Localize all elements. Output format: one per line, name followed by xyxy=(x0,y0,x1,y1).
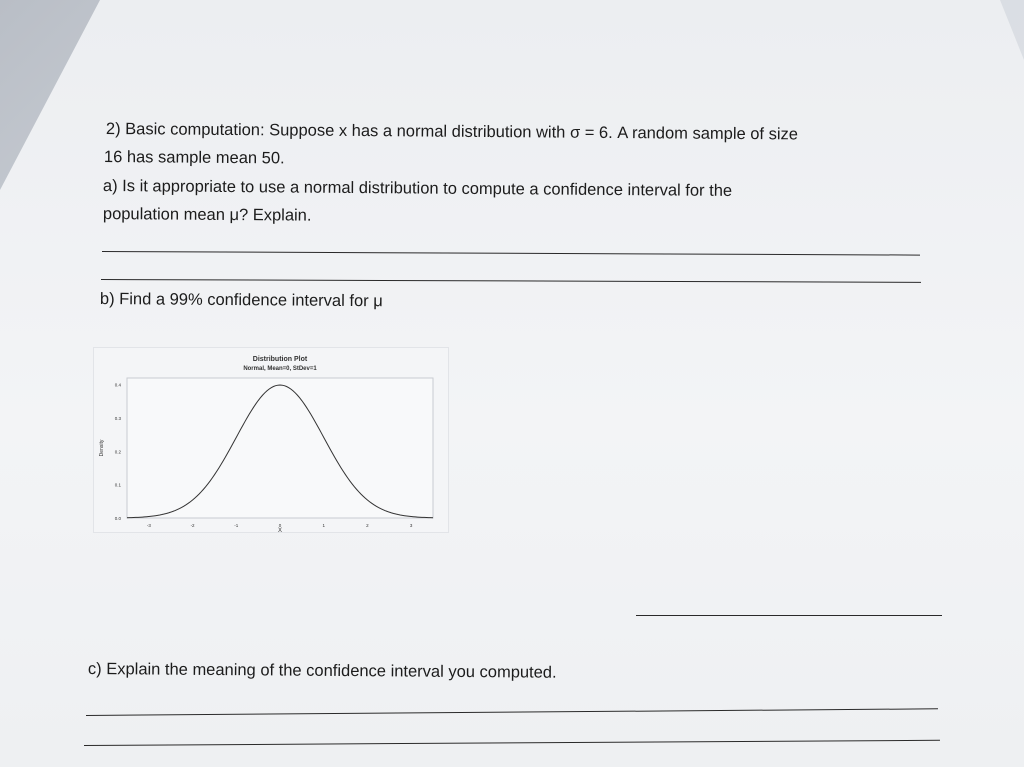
y-tick-label: 0.2 xyxy=(114,449,121,455)
part-a-line-1: a) Is it appropriate to use a normal distribution to compute a confidence interval for the xyxy=(102,177,733,200)
x-tick-label: 2 xyxy=(366,523,369,528)
question-intro-line-1: 2) Basic computation: Suppose x has a normal distribution with σ = 6. A random sample of size xyxy=(105,120,799,144)
question-intro-line-2: 16 has sample mean 50. xyxy=(103,148,285,168)
x-tick-label: 0 xyxy=(278,523,282,528)
plot-subtitle: Normal, Mean=0, StDev=1 xyxy=(243,366,317,372)
part-b-prompt: b) Find a 99% confidence interval for μ xyxy=(99,290,383,311)
answer-line-b[interactable] xyxy=(636,615,942,616)
plot-title: Distribution Plot xyxy=(252,356,308,363)
distribution-plot xyxy=(93,347,449,533)
x-tick-label: 1 xyxy=(322,523,325,528)
y-tick-label: 0.0 xyxy=(114,516,121,521)
x-tick-label: 3 xyxy=(409,523,413,528)
x-tick-group xyxy=(147,523,413,528)
x-axis-label: X xyxy=(277,528,283,532)
plot-area xyxy=(127,378,433,518)
y-axis-label: Density xyxy=(99,439,105,457)
y-tick-label: 0.3 xyxy=(114,416,121,421)
part-c-prompt: c) Explain the meaning of the confidence interval you computed. xyxy=(87,660,557,682)
y-tick-label: 0.4 xyxy=(114,382,121,388)
y-tick-group xyxy=(115,383,122,521)
distribution-plot-svg xyxy=(94,348,448,532)
x-tick-label: -2 xyxy=(190,523,195,528)
part-a-line-2: population mean μ? Explain. xyxy=(102,205,312,225)
x-tick-label: -1 xyxy=(234,523,239,528)
x-tick-label: -3 xyxy=(146,523,151,528)
y-tick-label: 0.1 xyxy=(114,482,121,488)
